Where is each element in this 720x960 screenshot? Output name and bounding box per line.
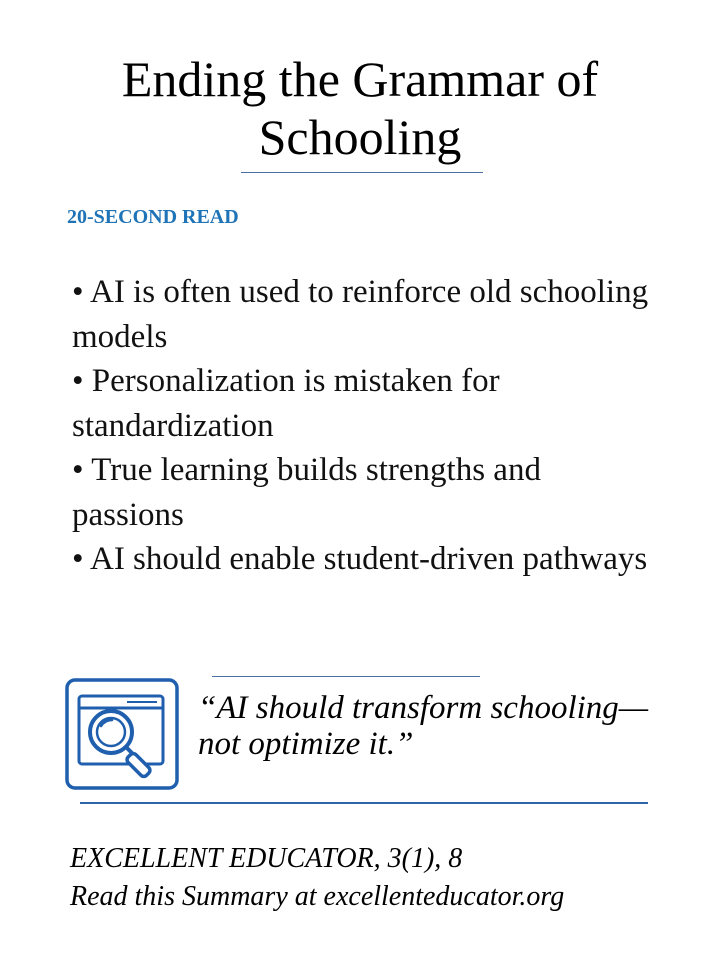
bullet-item: • AI should enable student-driven pathways xyxy=(72,541,648,577)
read-time-label: 20-SECOND READ xyxy=(67,206,239,228)
bullet-item: • AI is often used to reinforce old schooling models xyxy=(72,274,649,355)
page-title: Ending the Grammar of Schooling xyxy=(121,51,599,165)
pull-quote: “AI should transform schooling—not optimize it.” xyxy=(198,690,649,762)
citation-block xyxy=(70,840,564,916)
bullet-item: • True learning builds strengths and passions xyxy=(72,452,541,533)
magnifier-on-screen-icon xyxy=(65,678,179,790)
title-divider xyxy=(241,172,483,173)
journal-citation: EXCELLENT EDUCATOR, 3(1), 8 xyxy=(70,843,463,874)
footer-divider xyxy=(80,802,648,804)
summary-bullets xyxy=(72,270,652,582)
quote-divider xyxy=(212,676,480,677)
bullet-item: • Personalization is mistaken for standardization xyxy=(72,363,500,444)
summary-link-text: Read this Summary at excellenteducator.org xyxy=(70,881,565,912)
